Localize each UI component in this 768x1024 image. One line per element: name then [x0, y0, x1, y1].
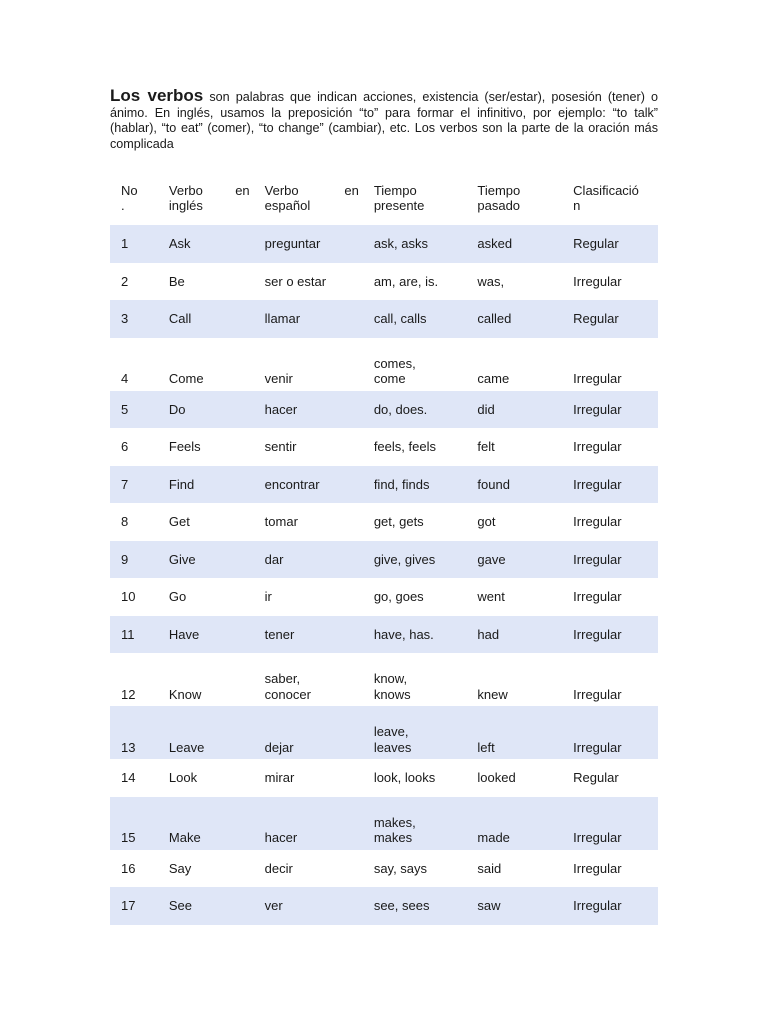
cell-present: have, has. [363, 616, 467, 654]
cell-present: find, finds [363, 466, 467, 504]
table-row [110, 850, 658, 888]
header-classification-line1: Clasificació [573, 182, 639, 198]
cell-past: asked [466, 225, 562, 263]
table-row [110, 225, 658, 263]
cell-present [363, 338, 467, 391]
header-english-line1b: en [235, 182, 250, 198]
cell-english: Have [158, 616, 254, 654]
header-spanish-verb [254, 171, 363, 225]
cell-spanish-line2: conocer [264, 686, 311, 702]
table-row [110, 300, 658, 338]
cell-classification: Irregular [573, 514, 622, 530]
cell-english: Know [168, 686, 202, 702]
header-classification [562, 171, 658, 225]
cell-spanish: ser o estar [264, 273, 327, 289]
cell-number: 8 [121, 514, 129, 530]
cell-classification: Irregular [562, 391, 658, 429]
cell-present-line1: know, [373, 671, 408, 687]
cell-number: 5 [110, 391, 158, 429]
cell-number: 17 [110, 887, 158, 925]
cell-number: 14 [121, 770, 136, 786]
table-row [110, 706, 658, 759]
header-present-line1: Tiempo [373, 182, 417, 198]
cell-present [363, 653, 467, 706]
cell-past: went [477, 589, 505, 605]
cell-classification: Regular [573, 770, 619, 786]
cell-number: 1 [110, 225, 158, 263]
cell-past: saw [466, 887, 562, 925]
cell-number: 4 [121, 371, 129, 387]
cell-spanish [254, 653, 363, 706]
table-row [110, 466, 658, 504]
cell-present: look, looks [373, 770, 436, 786]
cell-english: Go [168, 589, 187, 605]
cell-present: ask, asks [363, 225, 467, 263]
cell-present-line1: makes, [373, 814, 416, 830]
cell-classification: Irregular [562, 797, 658, 850]
table-row [110, 503, 658, 541]
table-row [110, 338, 658, 391]
header-spanish-line1b: en [344, 182, 359, 198]
cell-spanish: sentir [264, 439, 297, 455]
cell-present: feels, feels [373, 439, 436, 455]
cell-spanish: llamar [254, 300, 363, 338]
cell-english: Feels [168, 439, 201, 455]
cell-classification: Irregular [573, 439, 622, 455]
cell-english: Give [158, 541, 254, 579]
cell-english: Do [158, 391, 254, 429]
cell-number: 16 [121, 860, 136, 876]
cell-past: found [466, 466, 562, 504]
header-spanish-line1a: Verbo [264, 182, 299, 198]
cell-english: Look [168, 770, 198, 786]
cell-past: said [477, 860, 502, 876]
cell-spanish: tomar [264, 514, 298, 530]
cell-classification: Irregular [573, 371, 622, 387]
cell-present-line1: comes, [373, 355, 416, 371]
cell-spanish: hacer [254, 391, 363, 429]
cell-number: 9 [110, 541, 158, 579]
header-past-line2: pasado [477, 198, 521, 214]
cell-present: see, sees [363, 887, 467, 925]
cell-english: Come [168, 371, 204, 387]
cell-number: 12 [121, 686, 136, 702]
cell-number: 7 [110, 466, 158, 504]
header-present-tense [363, 171, 467, 225]
header-spanish-line2: español [264, 198, 311, 214]
verbs-table [110, 171, 658, 925]
cell-spanish: hacer [254, 797, 363, 850]
cell-number: 3 [110, 300, 158, 338]
cell-english: Get [168, 514, 190, 530]
cell-past: gave [466, 541, 562, 579]
header-present-line2: presente [373, 198, 425, 214]
table-row [110, 616, 658, 654]
cell-classification: Irregular [562, 616, 658, 654]
cell-spanish: preguntar [254, 225, 363, 263]
header-english-line1a: Verbo [168, 182, 203, 198]
cell-english: See [158, 887, 254, 925]
cell-classification: Irregular [573, 860, 622, 876]
cell-english: Call [158, 300, 254, 338]
cell-number: 11 [110, 616, 158, 654]
cell-past: did [466, 391, 562, 429]
cell-spanish-line1: saber, [264, 671, 301, 687]
cell-classification: Irregular [562, 466, 658, 504]
cell-classification: Irregular [562, 541, 658, 579]
cell-present: go, goes [373, 589, 424, 605]
table-row [110, 263, 658, 301]
cell-classification: Regular [562, 300, 658, 338]
cell-present-line1: leave, [373, 724, 409, 740]
cell-spanish: tener [254, 616, 363, 654]
cell-spanish: ver [254, 887, 363, 925]
cell-past: came [477, 371, 510, 387]
cell-classification: Irregular [573, 686, 622, 702]
table-row [110, 653, 658, 706]
document-page [110, 88, 658, 925]
cell-spanish: encontrar [254, 466, 363, 504]
cell-present-line2: knows [373, 686, 411, 702]
cell-present-line2: makes [373, 830, 413, 846]
header-english-verb [158, 171, 254, 225]
cell-past: was, [477, 273, 505, 289]
cell-past: knew [477, 686, 508, 702]
cell-present [363, 706, 467, 759]
cell-past: called [466, 300, 562, 338]
intro-paragraph [110, 88, 658, 152]
cell-present: say, says [373, 860, 428, 876]
cell-past: had [466, 616, 562, 654]
cell-present [363, 797, 467, 850]
header-number [110, 171, 158, 225]
cell-spanish: decir [264, 860, 293, 876]
table-row [110, 887, 658, 925]
cell-english: Ask [158, 225, 254, 263]
cell-present: do, does. [363, 391, 467, 429]
cell-classification: Irregular [573, 589, 622, 605]
cell-present: get, gets [373, 514, 424, 530]
cell-spanish: dar [254, 541, 363, 579]
cell-number: 13 [110, 706, 158, 759]
cell-number: 10 [121, 589, 136, 605]
cell-number: 2 [121, 273, 129, 289]
cell-classification: Irregular [573, 273, 622, 289]
table-row [110, 428, 658, 466]
cell-english: Say [168, 860, 192, 876]
table-header-row [110, 171, 658, 225]
cell-spanish: mirar [264, 770, 295, 786]
table-row [110, 797, 658, 850]
cell-past: looked [477, 770, 516, 786]
cell-past: left [466, 706, 562, 759]
cell-classification: Irregular [562, 887, 658, 925]
header-number-line1: No [121, 182, 138, 198]
table-row [110, 759, 658, 797]
cell-english: Make [158, 797, 254, 850]
cell-spanish: venir [264, 371, 293, 387]
cell-present-line2: leaves [373, 739, 412, 755]
header-past-tense [466, 171, 562, 225]
cell-present: am, are, is. [373, 273, 439, 289]
cell-english: Find [158, 466, 254, 504]
cell-present: give, gives [363, 541, 467, 579]
cell-past: got [477, 514, 496, 530]
header-english-line2: inglés [168, 198, 203, 214]
intro-text: son palabras que indican acciones, existencia (ser/estar), posesión (tener) o ánimo. En inglés, usamos la preposición “to” para formar el infinitivo, por ejemplo: “to talk” (hablar), “to eat” (comer), “to change” (cambiar), etc. Los verbos son la parte de la oración más complicada [110, 90, 658, 151]
cell-classification: Irregular [562, 706, 658, 759]
table-row [110, 391, 658, 429]
cell-present-line2: come [373, 371, 406, 387]
cell-present: call, calls [363, 300, 467, 338]
header-past-line1: Tiempo [477, 182, 521, 198]
cell-english: Leave [158, 706, 254, 759]
cell-spanish: dejar [254, 706, 363, 759]
cell-number: 15 [110, 797, 158, 850]
intro-lead: Los verbos [110, 86, 204, 105]
cell-number: 6 [121, 439, 129, 455]
header-number-line2: . [121, 198, 125, 214]
cell-past: made [466, 797, 562, 850]
table-row [110, 541, 658, 579]
table-row [110, 578, 658, 616]
cell-past: felt [477, 439, 495, 455]
cell-english: Be [168, 273, 185, 289]
cell-spanish: ir [264, 589, 272, 605]
cell-classification: Regular [562, 225, 658, 263]
header-classification-line2: n [573, 198, 581, 214]
